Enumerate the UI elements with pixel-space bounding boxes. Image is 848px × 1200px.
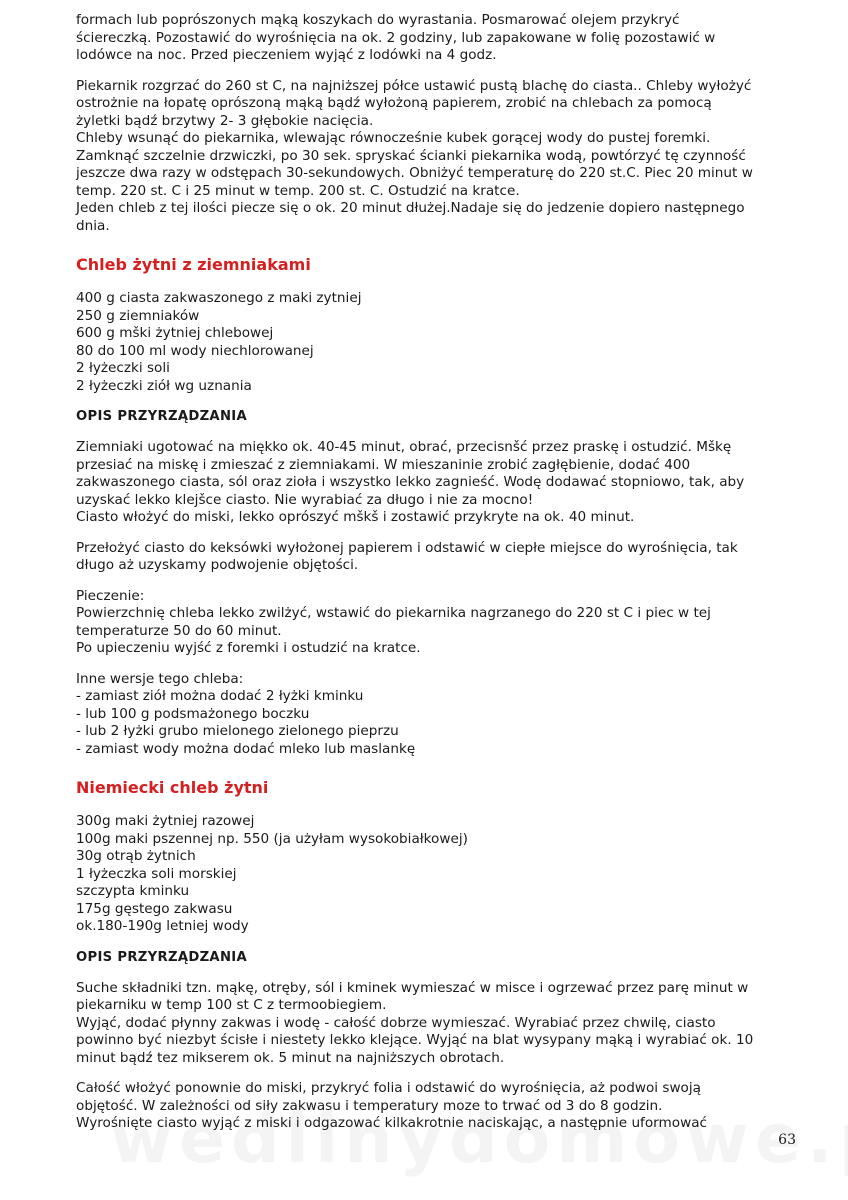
recipe-2-paragraph-1: Suche składniki tzn. mąkę, otręby, sól i kminek wymieszać w misce i ogrzewać przez parę minut w piekarniku w temp 100 st C z termoobiegiem. Wyjąć, dodać płynny zakwas i wodę - całość dobrze wymieszać. Wyrabiać przez chwilę, ciasto powinno być niezbyt ścisłe i niestety lekko klejące. Wyjąć na blat wysypany mąką i wyrabiać ok. 10 minut bądź tez mikserem ok. 5 minut na najniższych obrotach. xyxy=(76,979,754,1066)
recipe-1-method-heading: OPIS PRZYRZĄDZANIA xyxy=(76,409,247,424)
ingredient-item: 300g maki żytniej razowej xyxy=(76,813,255,829)
ingredient-item: ok.180-190g letniej wody xyxy=(76,918,249,934)
intro-paragraph-1: formach lub poprószonych mąką koszykach do wyrastania. Posmarować olejem przykryć ściereczką. Pozostawić do wyrośnięcia na ok. 2 godziny, lub zapakowane w folię pozostawić w lodówce na noc. Przed pieczeniem wyjąć z lodówki na 4 godz. xyxy=(76,12,716,63)
intro-paragraph-2: Piekarnik rozgrzać do 260 st C, na najniższej półce ustawić pustą blachę do ciasta.. Chleby wyłożyć ostrożnie na łopatę oprószoną mąką bądź wyłożoną papierem, zrobić na chlebach za pomocą żyletki bądź brzytwy 2- 3 głębokie nacięcia. Chleby wsunąć do piekarnika, wlewając równocześnie kubek gorącej wody do pustej foremki. Zamknąć szczelnie drzwiczki, po 30 sek. spryskać ścianki piekarnika wodą, powtórzyć tę czynność jeszcze dwa razy w odstępach 30-sekundowych. Obniżyć temperaturę do 220 st.C. Piec 20 minut w temp. 220 st. C i 25 minut w temp. 200 st. C. Ostudzić na kratce. Jeden chleb z tej ilości piecze się o ok. 20 minut dłużej.Nadaje się do jedzenie dopiero następnego dnia. xyxy=(76,77,753,234)
ingredient-item: szczypta kminku xyxy=(76,883,190,899)
recipe-2-method-heading: OPIS PRZYRZĄDZANIA xyxy=(76,949,247,965)
ingredient-item: 30g otrąb żytnich xyxy=(76,848,196,864)
ingredient-item: 175g gęstego zakwasu xyxy=(76,900,233,917)
ingredient-item: 400 g ciasta zakwaszonego z maki zytniej xyxy=(76,290,362,306)
ingredient-item: 2 łyżeczki soli xyxy=(76,360,170,376)
site-watermark xyxy=(110,1100,848,1179)
recipe-1-title: Chleb żytni z ziemniakami xyxy=(76,255,311,274)
ingredient-item: 100g maki pszennej np. 550 (ja użyłam wysokobiałkowej) xyxy=(76,830,468,847)
document-page xyxy=(76,12,796,1146)
recipe-2-title: Niemiecki chleb żytni xyxy=(76,778,269,797)
recipe-1-paragraph-2: Przełożyć ciasto do keksówki wyłożonej papierem i odstawić w ciepłe miejsce do wyrośnięcia, tak długo aż uzyskamy podwojenie objętości. xyxy=(76,539,738,573)
ingredient-item: 80 do 100 ml wody niechlorowanej xyxy=(76,342,314,359)
ingredient-item: 1 łyżeczka soli morskiej xyxy=(76,865,237,882)
ingredient-item: 600 g mški żytniej chlebowej xyxy=(76,325,274,341)
recipe-1-paragraph-4: Inne wersje tego chleba: - zamiast ziół można dodać 2 łyżki kminku - lub 100 g podsmażonego boczku - lub 2 łyżki grubo mielonego zielonego pieprzu - zamiast wody można dodać mleko lub maslankę xyxy=(76,670,416,757)
recipe-1-ingredients xyxy=(76,290,796,395)
page-number: 63 xyxy=(778,1132,796,1148)
recipe-2-paragraph-2: Całość włożyć ponownie do miski, przykryć folia i odstawić do wyrośnięcia, aż podwoi swoją objętość. W zależności od siły zakwasu i temperatury moze to trwać od 3 do 8 godzin. Wyrośnięte ciasto wyjąć z miski i odgazować kilkakrotnie naciskając, a następnie uformować xyxy=(76,1080,707,1131)
ingredient-item: 2 łyżeczki ziół wg uznania xyxy=(76,377,252,394)
recipe-2-ingredients xyxy=(76,813,796,936)
recipe-1-paragraph-1: Ziemniaki ugotować na miękko ok. 40-45 minut, obrać, przecisnšć przez praskę i ostudzić. Mškę przesiać na miskę i zmieszać z ziemniakami. W mieszaninie zrobić zagłębienie, dodać 400 zakwaszonego ciasta, sól oraz zioła i wszystko lekko zagnieść. Wodę dodawać stopniowo, tak, aby uzyskać lekko klejšce ciasto. Nie wyrabiać za długo i nie za mocno! Ciasto włożyć do miski, lekko oprószyć mškš i zostawić przykryte na ok. 40 minut. xyxy=(76,439,745,525)
ingredient-item: 250 g ziemniaków xyxy=(76,307,200,324)
recipe-1-paragraph-3: Pieczenie: Powierzchnię chleba lekko zwilżyć, wstawić do piekarnika nagrzanego do 220 st C i piec w tej temperaturze 50 do 60 minut. Po upieczeniu wyjść z foremki i ostudzić na kratce. xyxy=(76,587,711,656)
